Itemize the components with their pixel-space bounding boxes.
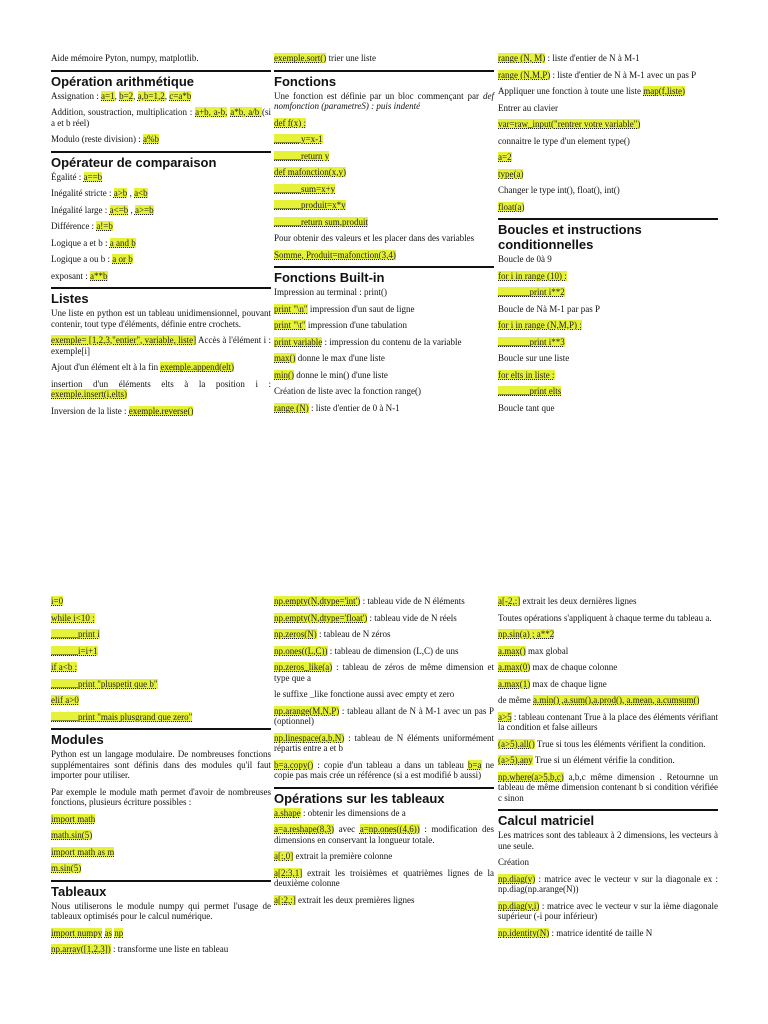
paragraph	[498, 403, 718, 414]
paragraph	[274, 824, 494, 845]
code-snippet: math.sin(5)	[51, 830, 93, 840]
code-snippet: for i in range (N,M,P) :	[498, 320, 582, 330]
text-run: ,	[164, 90, 170, 101]
text-run: True si un élément vérifie la condition.	[532, 755, 675, 765]
code-snippet: _______print i**2	[498, 287, 565, 297]
code-snippet: range (N)	[274, 402, 309, 413]
paragraph	[498, 119, 718, 130]
code-snippet: _______print elts	[498, 386, 562, 396]
paragraph	[498, 857, 718, 868]
paragraph	[274, 596, 494, 607]
paragraph	[51, 362, 271, 373]
paragraph	[51, 944, 271, 955]
text-run: Les matrices sont des tableaux à 2 dimensions, les vecteurs à une seule.	[498, 830, 718, 851]
text-run: Inversion de la liste :	[51, 405, 129, 416]
section-heading: Boucles et instructions conditionnelles	[498, 218, 718, 252]
paragraph	[274, 53, 494, 64]
code-snippet: exemple= [1,2,3,"entier", variable, liste]	[51, 335, 197, 345]
paragraph	[498, 152, 718, 163]
paragraph	[274, 167, 494, 178]
paragraph	[498, 739, 718, 750]
code-snippet: np.linespace(a,b,N)	[274, 732, 345, 743]
text-run: Boucle tant que	[498, 402, 555, 413]
text-run: : impression du contenu de la variable	[322, 336, 462, 347]
code-snippet: a[2:3,1]	[274, 867, 303, 878]
code-snippet: a[-2,:]	[498, 596, 521, 606]
text-run: donne le max d'une liste	[295, 353, 385, 363]
text-run: Une liste en python est un tableau unidimensionnel, pouvant contenir, tout type d'éléments, définie entre crochets.	[51, 308, 271, 329]
text-run: ,	[128, 204, 135, 215]
code-snippet: a**b	[90, 270, 108, 281]
text-run: : copie d'un tableau a dans un tableau	[313, 759, 468, 770]
paragraph	[274, 151, 494, 162]
italic-text: def nomfonction (parametreS) : puis indenté	[274, 90, 494, 111]
code-snippet: exemple.append(elt)	[160, 362, 235, 372]
paragraph	[498, 772, 718, 804]
code-snippet: ______sum=x+y	[274, 183, 336, 194]
paragraph	[274, 733, 494, 754]
code-snippet: i=0	[51, 596, 64, 606]
paragraph	[274, 629, 494, 640]
text-run: Nous utiliserons le module numpy qui permet l'usage de tableaux optimisés pour le calcul numérique.	[51, 900, 271, 921]
code-snippet: a!=b	[96, 221, 113, 231]
paragraph	[51, 712, 271, 723]
code-snippet: a<b	[134, 188, 148, 198]
text-run: extrait les deux premières lignes	[295, 894, 415, 905]
text-run: True si tous les éléments vérifient la condition.	[534, 738, 706, 749]
paragraph	[51, 646, 271, 657]
text-run: Une fonction est définie par un bloc commençant par	[274, 90, 483, 101]
bottom-column-1	[51, 596, 271, 961]
code-snippet: var=raw_input("rentrer votre variable")	[498, 119, 641, 129]
code-snippet: a[:,0]	[274, 851, 294, 861]
code-snippet: max()	[274, 353, 296, 363]
code-snippet: if a<b :	[51, 662, 78, 672]
paragraph	[274, 91, 494, 112]
text-run: a,b,c même dimension . Retournne un tableau de même dimension contenant b si condition vérifiée c sinon	[498, 771, 718, 803]
text-run: (si a et b réel)	[51, 107, 272, 128]
text-run: extrait les troisièmes et quatrièmes lignes de la deuxième colonne	[274, 867, 494, 888]
paragraph	[498, 613, 718, 624]
code-snippet: a=np.ones((4,6))	[359, 824, 420, 834]
code-snippet: for i in range (10) :	[498, 270, 567, 281]
code-snippet: a=a.reshape(8,3)	[274, 824, 335, 834]
code-snippet: ______produit=x*y	[274, 200, 346, 210]
text-run: Égalité :	[51, 171, 84, 182]
text-run: : tableau de N éléments uniformément répartis entre a et b	[274, 732, 494, 753]
top-column-2	[274, 53, 494, 419]
code-snippet: a>=b	[134, 204, 154, 215]
paragraph	[498, 254, 718, 265]
text-run: Logique a et b :	[51, 237, 110, 248]
paragraph	[51, 662, 271, 673]
text-run: le suffixe _like fonctione aussi avec empty et zero	[274, 689, 455, 699]
paragraph	[498, 136, 718, 147]
text-run: Python est un langage modulaire. De nombreuses fonctions supplémentaires sont définis dans des modules qu'il faut importer pour utiliser.	[51, 749, 271, 780]
text-run: extrait la première colonne	[293, 851, 393, 861]
code-snippet: a%b	[143, 134, 159, 144]
paragraph	[498, 874, 718, 895]
text-run: Changer le type int(), float(), int()	[498, 185, 620, 195]
code-snippet: a==b	[83, 171, 103, 182]
code-snippet: a+b, a-b,	[195, 107, 228, 117]
code-snippet: a.max()	[498, 645, 526, 656]
code-snippet: ______i=i+1	[51, 645, 98, 656]
code-snippet: exemple.insert(i,elts)	[51, 389, 127, 399]
paragraph	[498, 370, 718, 381]
section-heading: Tableaux	[51, 880, 271, 899]
code-snippet: range (N, M)	[498, 53, 546, 63]
paragraph	[274, 613, 494, 624]
paragraph	[274, 646, 494, 657]
text-run: extrait les deux dernières lignes	[520, 596, 637, 606]
code-snippet: c=a*b	[169, 90, 192, 101]
paragraph	[51, 863, 271, 874]
code-snippet: np	[114, 927, 124, 938]
paragraph	[274, 304, 494, 315]
paragraph	[498, 86, 718, 97]
paragraph	[498, 386, 718, 397]
text-run: Entrer au clavier	[498, 102, 558, 113]
code-snippet: np.array([1,2,3])	[51, 944, 111, 954]
paragraph	[274, 184, 494, 195]
paragraph	[274, 689, 494, 700]
code-snippet: a=2	[498, 152, 512, 162]
paragraph	[498, 646, 718, 657]
paragraph	[274, 353, 494, 364]
paragraph	[51, 91, 271, 102]
code-snippet: a.min() ,a.sum(),a.prod(), a.mean, a.cumsum()	[533, 695, 700, 705]
paragraph	[274, 370, 494, 381]
paragraph	[51, 335, 271, 356]
paragraph	[51, 749, 271, 781]
text-run: : tableau vide de N réels	[367, 612, 457, 623]
paragraph	[274, 851, 494, 862]
code-snippet: np.diag(v)	[498, 873, 536, 884]
text-run: Accès à l'élément i : exemple[i]	[51, 335, 272, 356]
text-run: : liste d'entier de 0 à N-1	[308, 402, 400, 413]
code-snippet: np.diag(v,i)	[498, 900, 540, 911]
paragraph	[498, 712, 718, 733]
text-run: max global	[525, 645, 569, 656]
text-run: ,	[114, 90, 120, 101]
code-snippet: ______return y	[274, 150, 330, 161]
paragraph	[51, 308, 271, 329]
paragraph	[274, 134, 494, 145]
text-run: : liste d'entier de N à M-1	[545, 53, 640, 63]
text-run: Boucle de 0à 9	[498, 254, 552, 264]
paragraph	[498, 304, 718, 315]
text-run: Modulo (reste division) :	[51, 134, 143, 144]
text-run: donne le min() d'une liste	[294, 369, 388, 380]
text-run: Toutes opérations s'appliquent à chaque terme du tableau a.	[498, 612, 712, 623]
section-heading: Opérations sur les tableaux	[274, 787, 494, 806]
paragraph	[498, 103, 718, 114]
paragraph	[274, 250, 494, 261]
code-snippet: np.identity(N)	[498, 927, 550, 938]
code-snippet: def mafonction(x,y)	[274, 167, 346, 177]
code-snippet: a.shape	[274, 807, 301, 818]
paragraph	[274, 217, 494, 228]
text-run: : tableau contenant True à la place des éléments vérifiant la condition et false ailleurs	[498, 711, 719, 732]
paragraph	[498, 679, 718, 690]
paragraph	[51, 847, 271, 858]
text-run: impression d'un saut de ligne	[307, 303, 415, 314]
code-snippet: b=a	[467, 759, 482, 770]
code-snippet: min()	[274, 369, 294, 380]
paragraph	[498, 596, 718, 607]
section-heading: Opération arithmétique	[51, 70, 271, 89]
text-run: exposant :	[51, 270, 90, 281]
paragraph	[498, 353, 718, 364]
code-snippet: _______print i**3	[498, 336, 565, 347]
paragraph	[274, 287, 494, 298]
code-snippet: print variable	[274, 336, 323, 347]
paragraph	[51, 205, 271, 216]
code-snippet: np.sin(a) ; a**2	[498, 629, 555, 639]
code-snippet: np.ones((L,C))	[274, 645, 328, 656]
bottom-column-3	[498, 596, 718, 944]
text-run: Boucle sur une liste	[498, 353, 570, 363]
text-run: Pour obtenir des valeurs et les placer dans des variables	[274, 233, 475, 243]
code-snippet: np.arange(M,N,P)	[274, 705, 340, 716]
code-snippet: exemple.sort()	[274, 53, 327, 63]
code-snippet: m.sin(5)	[51, 863, 82, 873]
code-snippet: np.zeros(N)	[274, 629, 317, 639]
section-heading: Modules	[51, 728, 271, 747]
paragraph	[51, 695, 271, 706]
text-run: Logique a ou b :	[51, 254, 113, 264]
text-run: Addition, soustraction, multiplication :	[51, 107, 196, 117]
paragraph	[274, 320, 494, 331]
code-snippet: import numpy	[51, 927, 103, 938]
paragraph	[274, 200, 494, 211]
paragraph	[498, 287, 718, 298]
paragraph	[274, 337, 494, 348]
paragraph	[51, 379, 271, 400]
section-heading: Fonctions Built-in	[274, 266, 494, 285]
code-snippet: a.max(0)	[498, 662, 531, 672]
section-heading: Calcul matriciel	[498, 809, 718, 828]
top-column-1	[51, 53, 271, 422]
paragraph	[274, 118, 494, 129]
paragraph	[274, 706, 494, 727]
text-run: connaitre le type d'un element type()	[498, 135, 630, 146]
code-snippet: a and b	[109, 237, 136, 248]
paragraph	[498, 629, 718, 640]
code-snippet: def f(x) :	[274, 117, 306, 128]
paragraph	[498, 695, 718, 706]
paragraph	[51, 172, 271, 183]
paragraph	[498, 202, 718, 213]
code-snippet: as	[104, 927, 112, 938]
code-snippet: a=1	[101, 90, 115, 101]
text-run: : transforme une liste en tableau	[110, 944, 229, 954]
text-run: ne copie pas mais crée un référence (si a est modifié b aussi)	[274, 759, 494, 780]
paragraph	[274, 403, 494, 414]
code-snippet: (a>5).all()	[498, 738, 535, 749]
code-snippet: ______print "pluspetit que b"	[51, 678, 158, 689]
page-title: Aide mémoire Pyton, numpy, matplotlib.	[51, 53, 199, 63]
code-snippet: a>b	[113, 188, 128, 198]
paragraph	[51, 134, 271, 145]
code-snippet: a.max(1)	[498, 678, 531, 689]
code-snippet: ______y=x-1	[274, 134, 323, 144]
text-run: impression d'une tabulation	[305, 320, 407, 330]
text-run: Ajout d'un élément elt à la fin	[51, 362, 161, 372]
paragraph	[498, 185, 718, 196]
code-snippet: print "\t"	[274, 320, 306, 330]
text-run: trier une liste	[326, 53, 376, 63]
paragraph	[498, 169, 718, 180]
code-snippet: a,b=1,2	[137, 90, 165, 101]
paragraph	[51, 679, 271, 690]
text-run: : matrice identité de taille N	[549, 927, 653, 938]
code-snippet: b=2	[119, 90, 134, 101]
text-run: : tableau de zéros de même dimension et type que a	[274, 662, 494, 683]
code-snippet: Somme, Produit=mafonction(3,4)	[274, 249, 396, 260]
section-heading: Fonctions	[274, 70, 494, 89]
paragraph	[51, 406, 271, 417]
code-snippet: b=a.copy()	[274, 759, 314, 770]
paragraph	[498, 53, 718, 64]
text-run: max de chaque ligne	[530, 678, 607, 689]
paragraph	[498, 755, 718, 766]
code-snippet: range (N,M,P)	[498, 69, 551, 80]
code-snippet: while i<10 :	[51, 612, 95, 623]
paragraph	[498, 271, 718, 282]
paragraph	[51, 814, 271, 825]
text-run: ,	[127, 188, 135, 198]
paragraph	[274, 662, 494, 683]
code-snippet: import math as m	[51, 846, 115, 857]
bottom-column-2	[274, 596, 494, 911]
paragraph	[274, 386, 494, 397]
paragraph	[51, 221, 271, 232]
code-snippet: a>5	[498, 711, 512, 722]
top-column-3	[498, 53, 718, 419]
paragraph	[498, 830, 718, 851]
code-snippet: type(a)	[498, 168, 524, 179]
paragraph	[51, 188, 271, 199]
paragraph	[51, 107, 271, 128]
paragraph	[498, 901, 718, 922]
code-snippet: ______return sum,produit	[274, 216, 368, 227]
code-snippet: elif a>0	[51, 695, 79, 705]
text-run: Inégalité large :	[51, 204, 110, 215]
paragraph	[274, 895, 494, 906]
text-run: Création de liste avec la fonction range()	[274, 386, 421, 396]
code-snippet: for elts in liste :	[498, 369, 555, 380]
text-run: : tableau de dimension (L,C) de uns	[327, 645, 459, 656]
text-run: insertion d'un éléments elts à la position i :	[51, 378, 271, 389]
code-snippet: a[:2,:]	[274, 894, 296, 905]
paragraph	[274, 868, 494, 889]
text-run: Appliquer une fonction à toute une liste	[498, 86, 644, 96]
section-heading: Opérateur de comparaison	[51, 151, 271, 170]
paragraph	[498, 70, 718, 81]
text-run: : tableau allant de N à M-1 avec un pas P (optionnel)	[274, 705, 494, 726]
code-snippet: print "\n"	[274, 303, 308, 314]
paragraph	[274, 760, 494, 781]
paragraph	[498, 662, 718, 673]
text-run: max de chaque colonne	[530, 662, 618, 672]
paragraph	[51, 787, 271, 808]
paragraph	[51, 613, 271, 624]
paragraph	[51, 901, 271, 922]
text-run: : liste d'entier de N à M-1 avec un pas P	[550, 69, 697, 80]
text-run: : modification des dimensions en conservant la longueur totale.	[274, 824, 494, 845]
paragraph	[51, 629, 271, 640]
paragraph	[498, 928, 718, 939]
text-run: Impression au terminal : print()	[274, 287, 387, 297]
code-snippet: np.zeros_like(a)	[274, 662, 333, 672]
text-run: avec	[334, 824, 360, 834]
code-snippet: (a>5).any	[498, 755, 533, 765]
paragraph	[274, 233, 494, 244]
paragraph	[51, 238, 271, 249]
text-run: Inégalité stricte :	[51, 188, 114, 198]
paragraph	[274, 808, 494, 819]
text-run: : matrice avec le vecteur v sur la ième diagonale supérieur (-i pour inférieur)	[498, 900, 718, 921]
code-snippet: exemple.reverse()	[128, 405, 194, 416]
text-run: : tableau de N zéros	[316, 629, 391, 639]
code-snippet: np.empty(N,dtype='int')	[274, 596, 361, 606]
paragraph	[51, 830, 271, 841]
code-snippet: ______print i	[51, 629, 100, 639]
text-run: Boucle de Nà M-1 par pas P	[498, 303, 600, 314]
paragraph	[498, 320, 718, 331]
code-snippet: a or b	[112, 254, 133, 264]
text-run: de même	[498, 695, 533, 705]
paragraph	[51, 271, 271, 282]
text-run: : tableau vide de N éléments	[360, 596, 465, 606]
paragraph	[51, 254, 271, 265]
text-run: Par exemple le module math permet d'avoir de nombreuses fonctions, plusieurs écriture possibles :	[51, 786, 271, 807]
text-run: : obtenir les dimensions de a	[300, 807, 406, 818]
code-snippet: map(f,liste)	[643, 86, 685, 96]
section-heading: Listes	[51, 287, 271, 306]
paragraph	[51, 596, 271, 607]
text-run: Assignation :	[51, 90, 102, 101]
paragraph	[51, 928, 271, 939]
text-run: Différence :	[51, 221, 97, 231]
text-run: : matrice avec le vecteur v sur la diagonale ex : np.diag(np.arange(N))	[498, 873, 718, 894]
code-snippet: float(a)	[498, 201, 525, 212]
code-snippet: import math	[51, 813, 96, 824]
code-snippet: ______print "mais plusgrand que zero"	[51, 711, 193, 722]
text-run: Création	[498, 857, 529, 867]
paragraph	[498, 337, 718, 348]
text-run: ,	[133, 90, 138, 101]
code-snippet: a<=b	[109, 204, 129, 215]
code-snippet: np.empty(N,dtype='float')	[274, 612, 368, 623]
code-snippet: np.where(a>5,b,c)	[498, 771, 564, 782]
code-snippet: a*b, a/b	[230, 107, 263, 117]
